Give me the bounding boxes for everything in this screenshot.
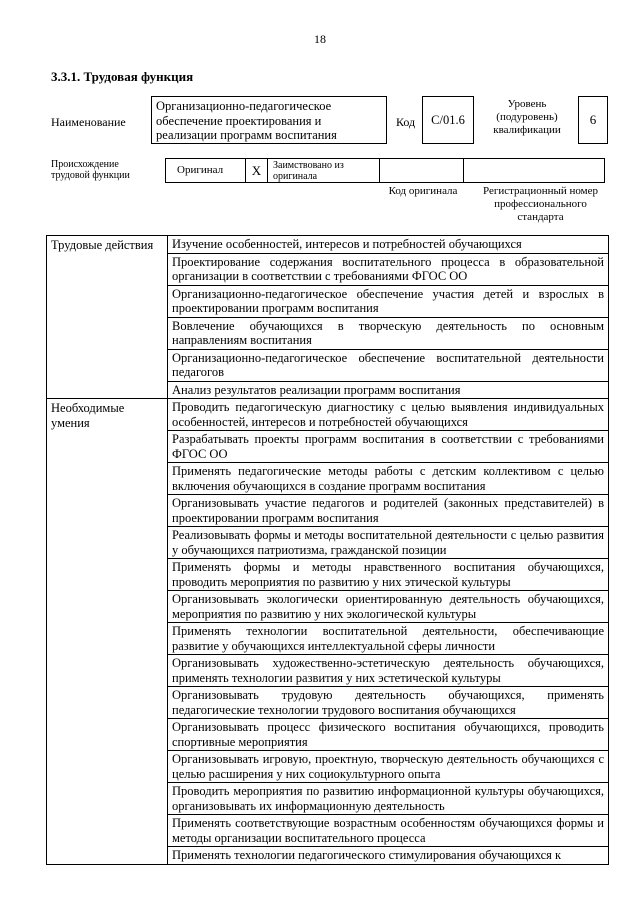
code-original-cell — [380, 159, 464, 182]
item-cell: Проводить педагогическую диагностику с целью выявления индивидуальных особенностей, интересов и потребностей обучающихся — [168, 399, 609, 431]
original-mark: X — [246, 159, 268, 182]
category-cell: Трудовые действия — [47, 236, 168, 399]
item-cell: Организовывать процесс физического воспитания обучающихся, проводить спортивные мероприятия — [168, 719, 609, 751]
item-cell: Организовывать художественно-эстетическую деятельность обучающихся, применять технологии развития у них эстетической культуры — [168, 655, 609, 687]
page-number: 18 — [314, 32, 326, 46]
item-cell: Анализ результатов реализации программ воспитания — [168, 381, 609, 399]
original-label: Оригинал — [166, 159, 246, 182]
category-cell: Необходимые умения — [47, 399, 168, 865]
item-cell: Организовывать участие педагогов и родителей (законных представителей) в проектировании программ воспитания — [168, 495, 609, 527]
reg-number-cell — [464, 159, 604, 182]
code-value: С/01.6 — [422, 96, 474, 144]
item-cell: Применять технологии педагогического стимулирования обучающихся к — [168, 847, 609, 865]
table-row — [47, 236, 609, 254]
origin-grid — [165, 158, 605, 183]
item-cell: Применять технологии воспитательной деятельности, обеспечивающие развитие у обучающихся интеллектуальной сферы личности — [168, 623, 609, 655]
item-cell: Применять формы и методы нравственного воспитания обучающихся, проводить мероприятия по развитию у них этической культуры — [168, 559, 609, 591]
item-cell: Проводить мероприятия по развитию информационной культуры обучающихся, организовывать их информационную деятельность — [168, 783, 609, 815]
item-cell: Проектирование содержания воспитательного процесса в образовательной организации в соответствии с требованиями ФГОС ОО — [168, 253, 609, 285]
name-label: Наименование — [51, 115, 126, 129]
item-cell: Изучение особенностей, интересов и потребностей обучающихся — [168, 236, 609, 254]
item-cell: Организационно-педагогическое обеспечение воспитательной деятельности педагогов — [168, 349, 609, 381]
item-cell: Организовывать игровую, проектную, творческую деятельность обучающихся с целью расширения у них социокультурного опыта — [168, 751, 609, 783]
table-row — [47, 399, 609, 431]
table-body — [47, 236, 609, 865]
item-cell: Вовлечение обучающихся в творческую деятельность по основным направлениям воспитания — [168, 317, 609, 349]
item-cell: Применять соответствующие возрастным особенностям обучающихся формы и методы организации воспитательного процесса — [168, 815, 609, 847]
code-original-label: Код оригинала — [388, 185, 458, 197]
labor-function-table — [46, 235, 609, 865]
item-cell: Применять педагогические методы работы с детским коллективом с целью включения обучающихся в создание программ воспитания — [168, 463, 609, 495]
reg-number-label: Регистрационный номер профессионального стандарта — [482, 185, 599, 223]
borrowed-label: Заимствовано из оригинала — [268, 159, 380, 182]
item-cell: Организовывать трудовую деятельность обучающихся, применять педагогические технологии трудового воспитания обучающихся — [168, 687, 609, 719]
qualification-level-label: Уровень (подуровень) квалификации — [493, 98, 561, 136]
item-cell: Разрабатывать проекты программ воспитания в соответствии с требованиями ФГОС ОО — [168, 431, 609, 463]
item-cell: Организационно-педагогическое обеспечение участия детей и взрослых в проектировании программ воспитания — [168, 285, 609, 317]
item-cell: Организовывать экологически ориентированную деятельность обучающихся, мероприятия по развитию у них экологической культуры — [168, 591, 609, 623]
item-cell: Реализовывать формы и методы воспитательной деятельности с целью развития у обучающихся патриотизма, гражданской позиции — [168, 527, 609, 559]
origin-label: Происхождение трудовой функции — [51, 159, 130, 181]
code-label: Код — [396, 115, 416, 129]
qualification-level-value: 6 — [578, 96, 608, 144]
name-value: Организационно-педагогическое обеспечение проектирования и реализации программ воспитания — [151, 96, 387, 144]
section-title: 3.3.1. Трудовая функция — [51, 69, 194, 84]
